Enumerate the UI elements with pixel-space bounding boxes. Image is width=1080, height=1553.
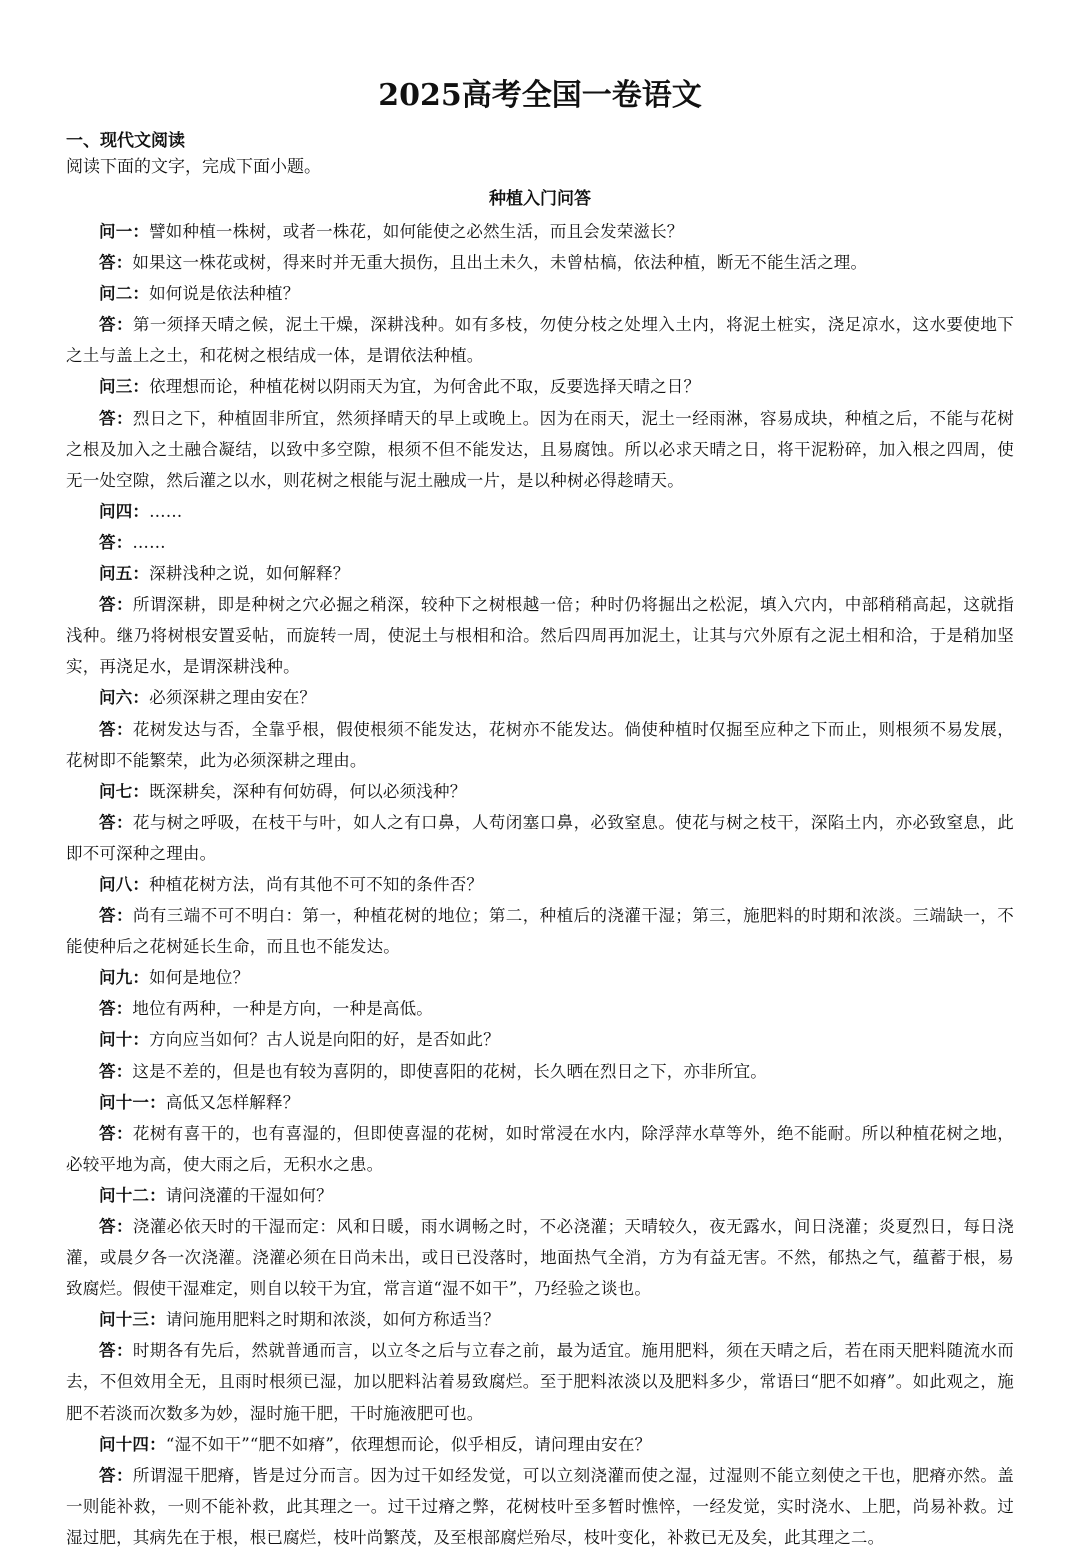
qa-text: 花与树之呼吸，在枝干与叶，如人之有口鼻，人苟闭塞口鼻，必致窒息。使花与树之枝干，深陷土内，亦必致窒息，此即不可深种之理由。 (66, 812, 1014, 863)
qa-label: 问七： (99, 781, 150, 801)
qa-paragraph (66, 496, 1014, 527)
qa-paragraph (66, 216, 1014, 247)
qa-text: 必须深耕之理由安在？ (149, 688, 317, 708)
qa-label: 答： (99, 253, 133, 273)
qa-text: 这是不差的，但是也有较为喜阴的，即使喜阳的花树，长久晒在烈日之下，亦非所宜。 (132, 1061, 768, 1081)
qa-paragraph (66, 962, 1014, 993)
qa-paragraph (66, 900, 1014, 962)
qa-label: 问十四： (99, 1434, 166, 1454)
qa-text: 所谓湿干肥瘠，皆是过分而言。因为过干如经发觉，可以立刻浇灌而使之湿，过湿则不能立刻使之干也，肥瘠亦然。盖一则能补救，一则不能补救，此其理之一。过干过瘠之弊，花树枝叶至多暂时憔悴，一经发觉，实时浇水、上肥，尚易补救。过湿过肥，其病先在于根，根已腐烂，枝叶尚繁茂，及至根部腐烂殆尽，枝叶变化，补救已无及矣，此其理之二。 (66, 1465, 1014, 1547)
qa-text: 既深耕矣，深种有何妨碍，何以必须浅种？ (149, 781, 467, 801)
qa-label: 问九： (99, 968, 150, 988)
qa-text: “湿不如干”“肥不如瘠”，依理想而论，似乎相反，请问理由安在？ (165, 1434, 652, 1454)
qa-paragraph (66, 682, 1014, 713)
qa-text: …… (149, 501, 183, 521)
qa-paragraph (66, 527, 1014, 558)
qa-label: 答： (99, 1465, 133, 1485)
qa-label: 答： (99, 1061, 133, 1081)
qa-label: 问十二： (99, 1185, 166, 1205)
qa-paragraph (66, 247, 1014, 278)
instruction-text: 阅读下面的文字，完成下面小题。 (66, 157, 321, 177)
qa-label: 问十一： (99, 1092, 166, 1112)
qa-label: 答： (99, 1341, 133, 1361)
qa-paragraph (66, 1460, 1014, 1553)
qa-paragraph (66, 371, 1014, 402)
qa-paragraph (66, 714, 1014, 776)
qa-paragraph (66, 1304, 1014, 1335)
qa-label: 答： (99, 408, 133, 428)
article-title: 种植入门问答 (489, 189, 591, 209)
qa-text: 烈日之下，种植固非所宜，然须择晴天的早上或晚上。因为在雨天，泥土一经雨淋，容易成块，种植之后，不能与花树之根及加入之土融合凝结，以致中多空隙，根须不但不能发达，且易腐蚀。所以必求天晴之日，将干泥粉碎，加入根之四周，使无一处空隙，然后灌之以水，则花树之根能与泥土融成一片，是以种树必得趁晴天。 (66, 408, 1014, 490)
qa-text: 请问施用肥料之时期和浓淡，如何方称适当？ (165, 1310, 500, 1330)
qa-paragraph (66, 1087, 1014, 1118)
qa-label: 答： (99, 812, 133, 832)
qa-label: 问六： (99, 688, 150, 708)
qa-label: 问五： (99, 564, 150, 584)
qa-label: 答： (99, 1217, 133, 1236)
qa-paragraph (66, 309, 1014, 371)
qa-text: 请问浇灌的干湿如何？ (165, 1185, 333, 1205)
qa-text: 深耕浅种之说，如何解释？ (149, 564, 350, 584)
qa-paragraph (66, 993, 1014, 1024)
qa-paragraph (66, 807, 1014, 869)
qa-label: 问十： (99, 1030, 150, 1050)
qa-paragraph (66, 403, 1014, 496)
qa-paragraph (66, 776, 1014, 807)
qa-label: 答： (99, 595, 133, 615)
qa-text: 地位有两种，一种是方向，一种是高低。 (132, 999, 434, 1019)
qa-paragraph (66, 1429, 1014, 1460)
qa-paragraph (66, 558, 1014, 589)
qa-text: 如何说是依法种植？ (149, 284, 300, 304)
qa-text: 种植花树方法，尚有其他不可不知的条件否？ (149, 874, 484, 894)
qa-body (66, 216, 1014, 1553)
qa-label: 答： (99, 315, 133, 335)
qa-label: 问一： (99, 222, 150, 241)
document-title: 2025高考全国一卷语文 (378, 78, 702, 113)
qa-text: 方向应当如何？古人说是向阳的好，是否如此？ (149, 1030, 500, 1050)
qa-paragraph (66, 1211, 1014, 1304)
qa-label: 问二： (99, 284, 150, 304)
qa-text: 譬如种植一株树，或者一株花，如何能使之必然生活，而且会发荣滋长？ (149, 222, 684, 241)
qa-paragraph (66, 589, 1014, 682)
qa-label: 答： (99, 719, 133, 739)
qa-text: 尚有三端不可不明白：第一，种植花树的地位；第二，种植后的浇灌干湿；第三，施肥料的时期和浓淡。三端缺一，不能使种后之花树延长生命，而且也不能发达。 (66, 906, 1014, 957)
qa-text: 如何是地位？ (149, 968, 250, 988)
qa-text: 第一须择天晴之候，泥土干燥，深耕浅种。如有多枝，勿使分枝之处埋入土内，将泥土桩实，浇足凉水，这水要使地下之土与盖上之土，和花树之根结成一体，是谓依法种植。 (66, 315, 1014, 366)
qa-label: 问八： (99, 874, 150, 894)
qa-label: 答： (99, 532, 133, 552)
qa-text: 如果这一株花或树，得来时并无重大损伤，且出土未久，未曾枯槁，依法种植，断无不能生活之理。 (132, 253, 868, 273)
qa-paragraph (66, 278, 1014, 309)
qa-text: …… (132, 532, 166, 552)
section-heading: 一、现代文阅读 (66, 131, 185, 151)
qa-label: 答： (99, 906, 133, 926)
qa-paragraph (66, 1180, 1014, 1211)
qa-text: 高低又怎样解释？ (165, 1092, 300, 1112)
qa-text: 所谓深耕，即是种树之穴必掘之稍深，较种下之树根越一倍；种时仍将掘出之松泥，填入穴内，中部稍稍高起，这就指浅种。继乃将树根安置妥帖，而旋转一周，使泥土与根相和洽。然后四周再加泥土，让其与穴外原有之泥土相和洽，于是稍加坚实，再浇足水，是谓深耕浅种。 (66, 595, 1014, 677)
qa-text: 浇灌必依天时的干湿而定：风和日暖，雨水调畅之时，不必浇灌；天晴较久，夜无露水，间日浇灌；炎夏烈日，每日浇灌，或晨夕各一次浇灌。浇灌必须在日尚未出，或日已没落时，地面热气全消，方为有益无害。不然，郁热之气，蕴蓄于根，易致腐烂。假使干湿难定，则自以较干为宜，常言道“湿不如干”，乃经验之谈也。 (66, 1217, 1014, 1299)
qa-paragraph (66, 1335, 1014, 1428)
qa-label: 答： (99, 999, 133, 1019)
qa-paragraph (66, 1056, 1014, 1087)
qa-text: 花树有喜干的，也有喜湿的，但即使喜湿的花树，如时常浸在水内，除浮萍水草等外，绝不能耐。所以种植花树之地，必较平地为高，使大雨之后，无积水之患。 (66, 1123, 1014, 1174)
qa-paragraph (66, 1024, 1014, 1055)
qa-paragraph (66, 1118, 1014, 1180)
qa-text: 时期各有先后，然就普通而言，以立冬之后与立春之前，最为适宜。施用肥料，须在天晴之后，若在雨天肥料随流水而去，不但效用全无，且雨时根须已湿，加以肥料沾着易致腐烂。至于肥料浓淡以及肥料多少，常语曰“肥不如瘠”。如此观之，施肥不若淡而次数多为妙，湿时施干肥，干时施液肥可也。 (66, 1341, 1014, 1423)
qa-text: 花树发达与否，全靠乎根，假使根须不能发达，花树亦不能发达。倘使种植时仅掘至应种之下而止，则根须不易发展，花树即不能繁荣，此为必须深耕之理由。 (66, 719, 1014, 770)
qa-label: 答： (99, 1123, 133, 1143)
qa-label: 问四： (99, 501, 150, 521)
qa-label: 问十三： (99, 1310, 166, 1330)
qa-label: 问三： (99, 377, 150, 397)
qa-text: 依理想而论，种植花树以阴雨天为宜，为何舍此不取，反要选择天晴之日？ (149, 377, 701, 397)
qa-paragraph (66, 869, 1014, 900)
